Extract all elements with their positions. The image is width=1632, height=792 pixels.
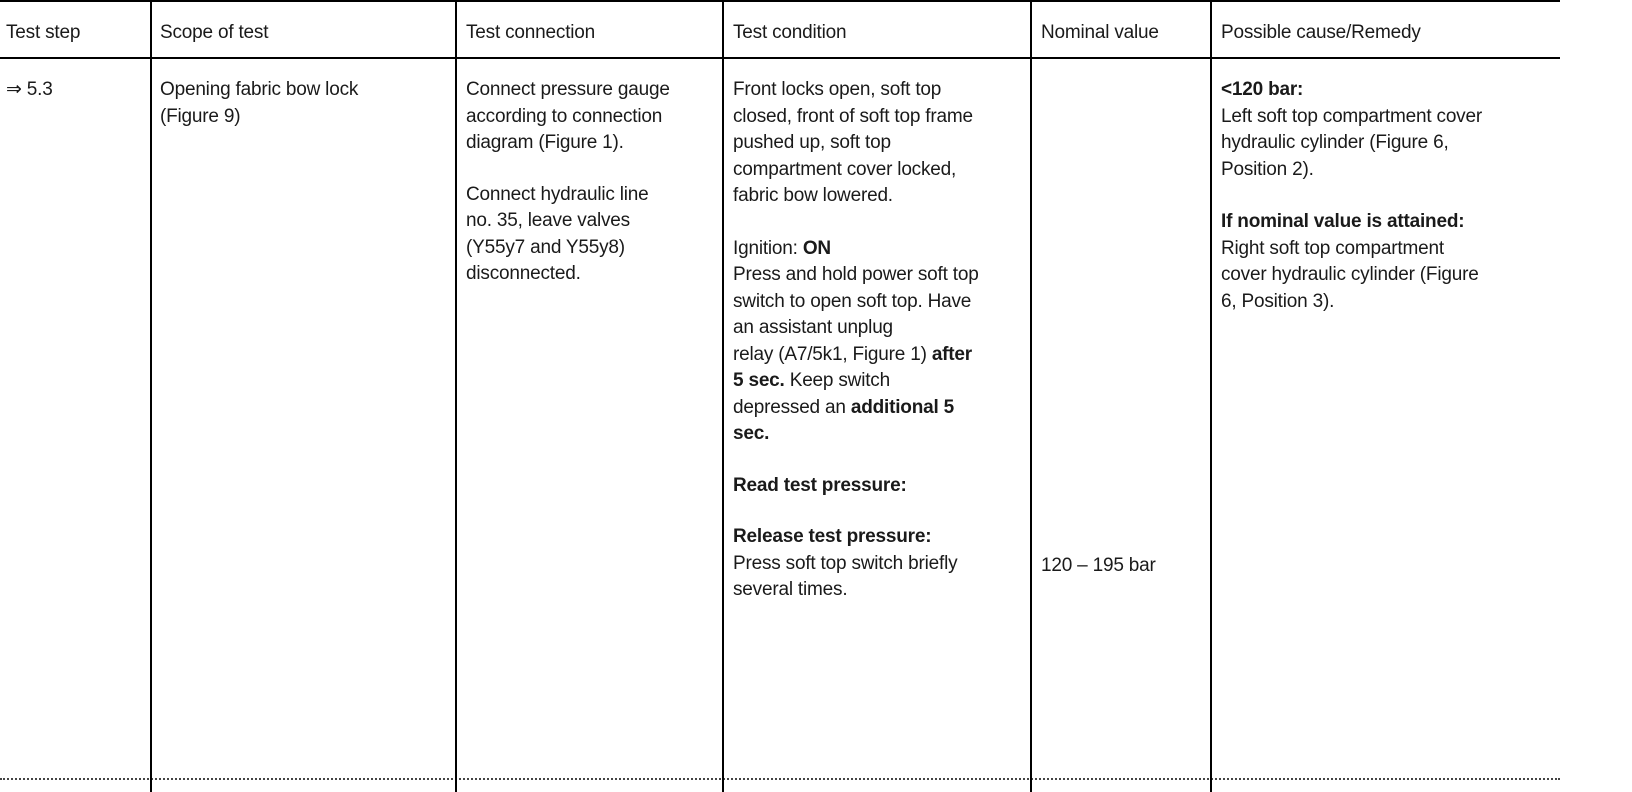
five-sec-bold: 5 sec. xyxy=(733,370,785,391)
header-test-connection: Test connection xyxy=(466,22,596,43)
connection-line: Connect hydraulic line xyxy=(466,183,649,205)
lt-120-label-text: <120 bar: xyxy=(1221,79,1304,100)
relay-line xyxy=(733,342,979,369)
header-test-condition: Test condition xyxy=(733,22,847,43)
relay-text: relay (A7/5k1, Figure 1) xyxy=(733,343,932,365)
keep-switch-line xyxy=(733,368,979,395)
scope-line: Opening fabric bow lock xyxy=(160,79,359,100)
test-connection-cell xyxy=(466,77,670,288)
remedy-line: Right soft top compartment xyxy=(1221,237,1444,259)
header-test-step: Test step xyxy=(6,22,81,43)
remedy-line: Left soft top compartment cover xyxy=(1221,105,1482,127)
release-label-text: Release test pressure: xyxy=(733,526,932,547)
keep-switch-text: Keep switch xyxy=(784,370,890,391)
ignition-value: ON xyxy=(802,237,831,259)
remedy-line: Position 2). xyxy=(1221,158,1314,180)
condition-line: closed, front of soft top frame xyxy=(733,105,973,127)
column-divider xyxy=(722,0,724,792)
additional-bold: additional 5 xyxy=(850,396,954,418)
depressed-text: depressed an xyxy=(733,396,851,418)
condition-line: fabric bow lowered. xyxy=(733,185,893,206)
condition-line: several times. xyxy=(733,579,848,600)
column-divider xyxy=(150,0,152,792)
connection-line: no. 35, leave valves xyxy=(466,210,630,231)
header-bottom-rule xyxy=(0,57,1560,59)
depressed-line xyxy=(733,395,979,422)
possible-cause-remedy-cell xyxy=(1221,77,1482,315)
condition-line: switch to open soft top. Have xyxy=(733,290,972,312)
remedy-line: hydraulic cylinder (Figure 6, xyxy=(1221,132,1449,153)
read-test-pressure-label xyxy=(733,473,979,500)
remedy-line: cover hydraulic cylinder (Figure xyxy=(1221,264,1479,285)
test-step-number: ⇒ 5.3 xyxy=(6,79,53,100)
header-scope-of-test: Scope of test xyxy=(160,22,269,43)
connection-line: Connect pressure gauge xyxy=(466,79,670,100)
connection-line: (Y55y7 and Y55y8) xyxy=(466,236,625,258)
column-divider xyxy=(455,0,457,792)
header-nominal-value: Nominal value xyxy=(1041,22,1159,43)
connection-line: disconnected. xyxy=(466,263,581,284)
table-top-rule xyxy=(0,0,1560,2)
read-label-text: Read test pressure: xyxy=(733,474,907,496)
attained-label-text: If nominal value is attained: xyxy=(1221,211,1465,232)
ignition-label: Ignition: xyxy=(733,237,803,259)
sec-line xyxy=(733,421,979,448)
column-divider xyxy=(1030,0,1032,792)
connection-line: diagram (Figure 1). xyxy=(466,132,624,153)
scope-of-test-cell xyxy=(160,77,358,130)
condition-line: an assistant unplug xyxy=(733,317,893,338)
header-possible-cause-remedy: Possible cause/Remedy xyxy=(1221,22,1421,43)
ignition-line xyxy=(733,236,979,263)
table-bottom-dotted-rule xyxy=(0,778,1560,780)
column-divider xyxy=(1210,0,1212,792)
sec-bold: sec. xyxy=(733,423,770,444)
condition-line: Press soft top switch briefly xyxy=(733,552,958,574)
lt-120-label xyxy=(1221,77,1482,104)
attained-label xyxy=(1221,209,1482,236)
condition-line: Front locks open, soft top xyxy=(733,79,942,100)
nominal-value: 120 – 195 bar xyxy=(1041,555,1156,576)
condition-line: compartment cover locked, xyxy=(733,158,957,180)
release-test-pressure-label xyxy=(733,524,979,551)
condition-line: Press and hold power soft top xyxy=(733,264,979,285)
condition-line: pushed up, soft top xyxy=(733,132,891,153)
connection-line: according to connection xyxy=(466,105,663,127)
scope-line: (Figure 9) xyxy=(160,105,241,127)
test-condition-cell xyxy=(733,77,979,604)
after-bold: after xyxy=(931,343,972,365)
remedy-line: 6, Position 3). xyxy=(1221,290,1335,312)
